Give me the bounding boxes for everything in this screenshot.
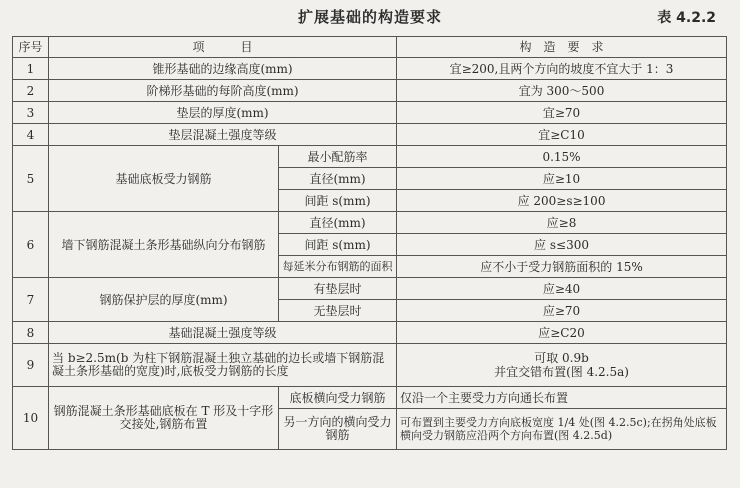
table-row	[13, 278, 727, 300]
requirement-line: 可取 0.9b	[534, 351, 589, 365]
row-item: 锥形基础的边缘高度(mm)	[49, 58, 397, 80]
row-requirement: 0.15%	[397, 146, 727, 168]
table-row	[13, 80, 727, 102]
sub-item: 无垫层时	[279, 300, 397, 322]
row-item: 基础混凝土强度等级	[49, 322, 397, 344]
row-requirement: 应≥8	[397, 212, 727, 234]
row-number: 1	[13, 58, 49, 80]
table-row	[13, 124, 727, 146]
row-requirement: 应≥C20	[397, 322, 727, 344]
row-requirement: 应 200≥s≥100	[397, 190, 727, 212]
table-row	[13, 387, 727, 409]
header-item: 项 目	[49, 37, 397, 58]
sub-item: 直径(mm)	[279, 212, 397, 234]
row-requirement: 应不小于受力钢筋面积的 15%	[397, 256, 727, 278]
sub-item: 另一方向的横向受力钢筋	[279, 409, 397, 450]
requirement-line: 并宜交错布置(图 4.2.5a)	[494, 365, 629, 379]
sub-item: 间距 s(mm)	[279, 190, 397, 212]
table-row	[13, 344, 727, 387]
table-row	[13, 146, 727, 168]
table-row	[13, 212, 727, 234]
row-item: 当 b≥2.5m(b 为柱下钢筋混凝土独立基础的边长或墙下钢筋混凝土条形基础的宽度)时,底板受力钢筋的长度	[49, 344, 397, 387]
table-title: 扩展基础的构造要求	[297, 8, 442, 26]
row-item: 阶梯形基础的每阶高度(mm)	[49, 80, 397, 102]
sub-item: 间距 s(mm)	[279, 234, 397, 256]
row-number: 2	[13, 80, 49, 102]
row-number: 4	[13, 124, 49, 146]
table-row	[13, 102, 727, 124]
row-requirement: 宜为 300～500	[397, 80, 727, 102]
sub-item: 最小配筋率	[279, 146, 397, 168]
row-number: 8	[13, 322, 49, 344]
table-row	[13, 322, 727, 344]
row-number: 7	[13, 278, 49, 322]
row-requirement: 宜≥C10	[397, 124, 727, 146]
row-number: 3	[13, 102, 49, 124]
sub-item: 每延米分布钢筋的面积	[279, 256, 397, 278]
construction-requirements-table	[12, 36, 727, 450]
row-requirement: 应≥40	[397, 278, 727, 300]
row-requirement: 应≥10	[397, 168, 727, 190]
header-no: 序号	[13, 37, 49, 58]
row-number: 10	[13, 387, 49, 450]
row-requirement: 可布置到主要受力方向底板宽度 1/4 处(图 4.2.5c);在拐角处底板横向受力钢筋应沿两个方向布置(图 4.2.5d)	[397, 409, 727, 450]
table-row	[13, 58, 727, 80]
row-number: 6	[13, 212, 49, 278]
row-requirement: 应≥70	[397, 300, 727, 322]
sub-item: 直径(mm)	[279, 168, 397, 190]
row-item: 垫层混凝土强度等级	[49, 124, 397, 146]
header-requirement: 构 造 要 求	[397, 37, 727, 58]
row-item: 垫层的厚度(mm)	[49, 102, 397, 124]
row-number: 5	[13, 146, 49, 212]
header-row	[13, 37, 727, 58]
row-requirement: 应 s≤300	[397, 234, 727, 256]
row-number: 9	[13, 344, 49, 387]
table-number: 表 4.2.2	[657, 10, 716, 26]
row-item: 钢筋混凝土条形基础底板在 T 形及十字形交接处,钢筋布置	[49, 387, 279, 450]
row-requirement: 仅沿一个主要受力方向通长布置	[397, 387, 727, 409]
row-requirement	[397, 344, 727, 387]
row-item: 墙下钢筋混凝土条形基础纵向分布钢筋	[49, 212, 279, 278]
sub-item: 底板横向受力钢筋	[279, 387, 397, 409]
sub-item: 有垫层时	[279, 278, 397, 300]
row-item: 钢筋保护层的厚度(mm)	[49, 278, 279, 322]
row-requirement: 宜≥70	[397, 102, 727, 124]
row-item: 基础底板受力钢筋	[49, 146, 279, 212]
row-requirement: 宜≥200,且两个方向的坡度不宜大于 1：3	[397, 58, 727, 80]
